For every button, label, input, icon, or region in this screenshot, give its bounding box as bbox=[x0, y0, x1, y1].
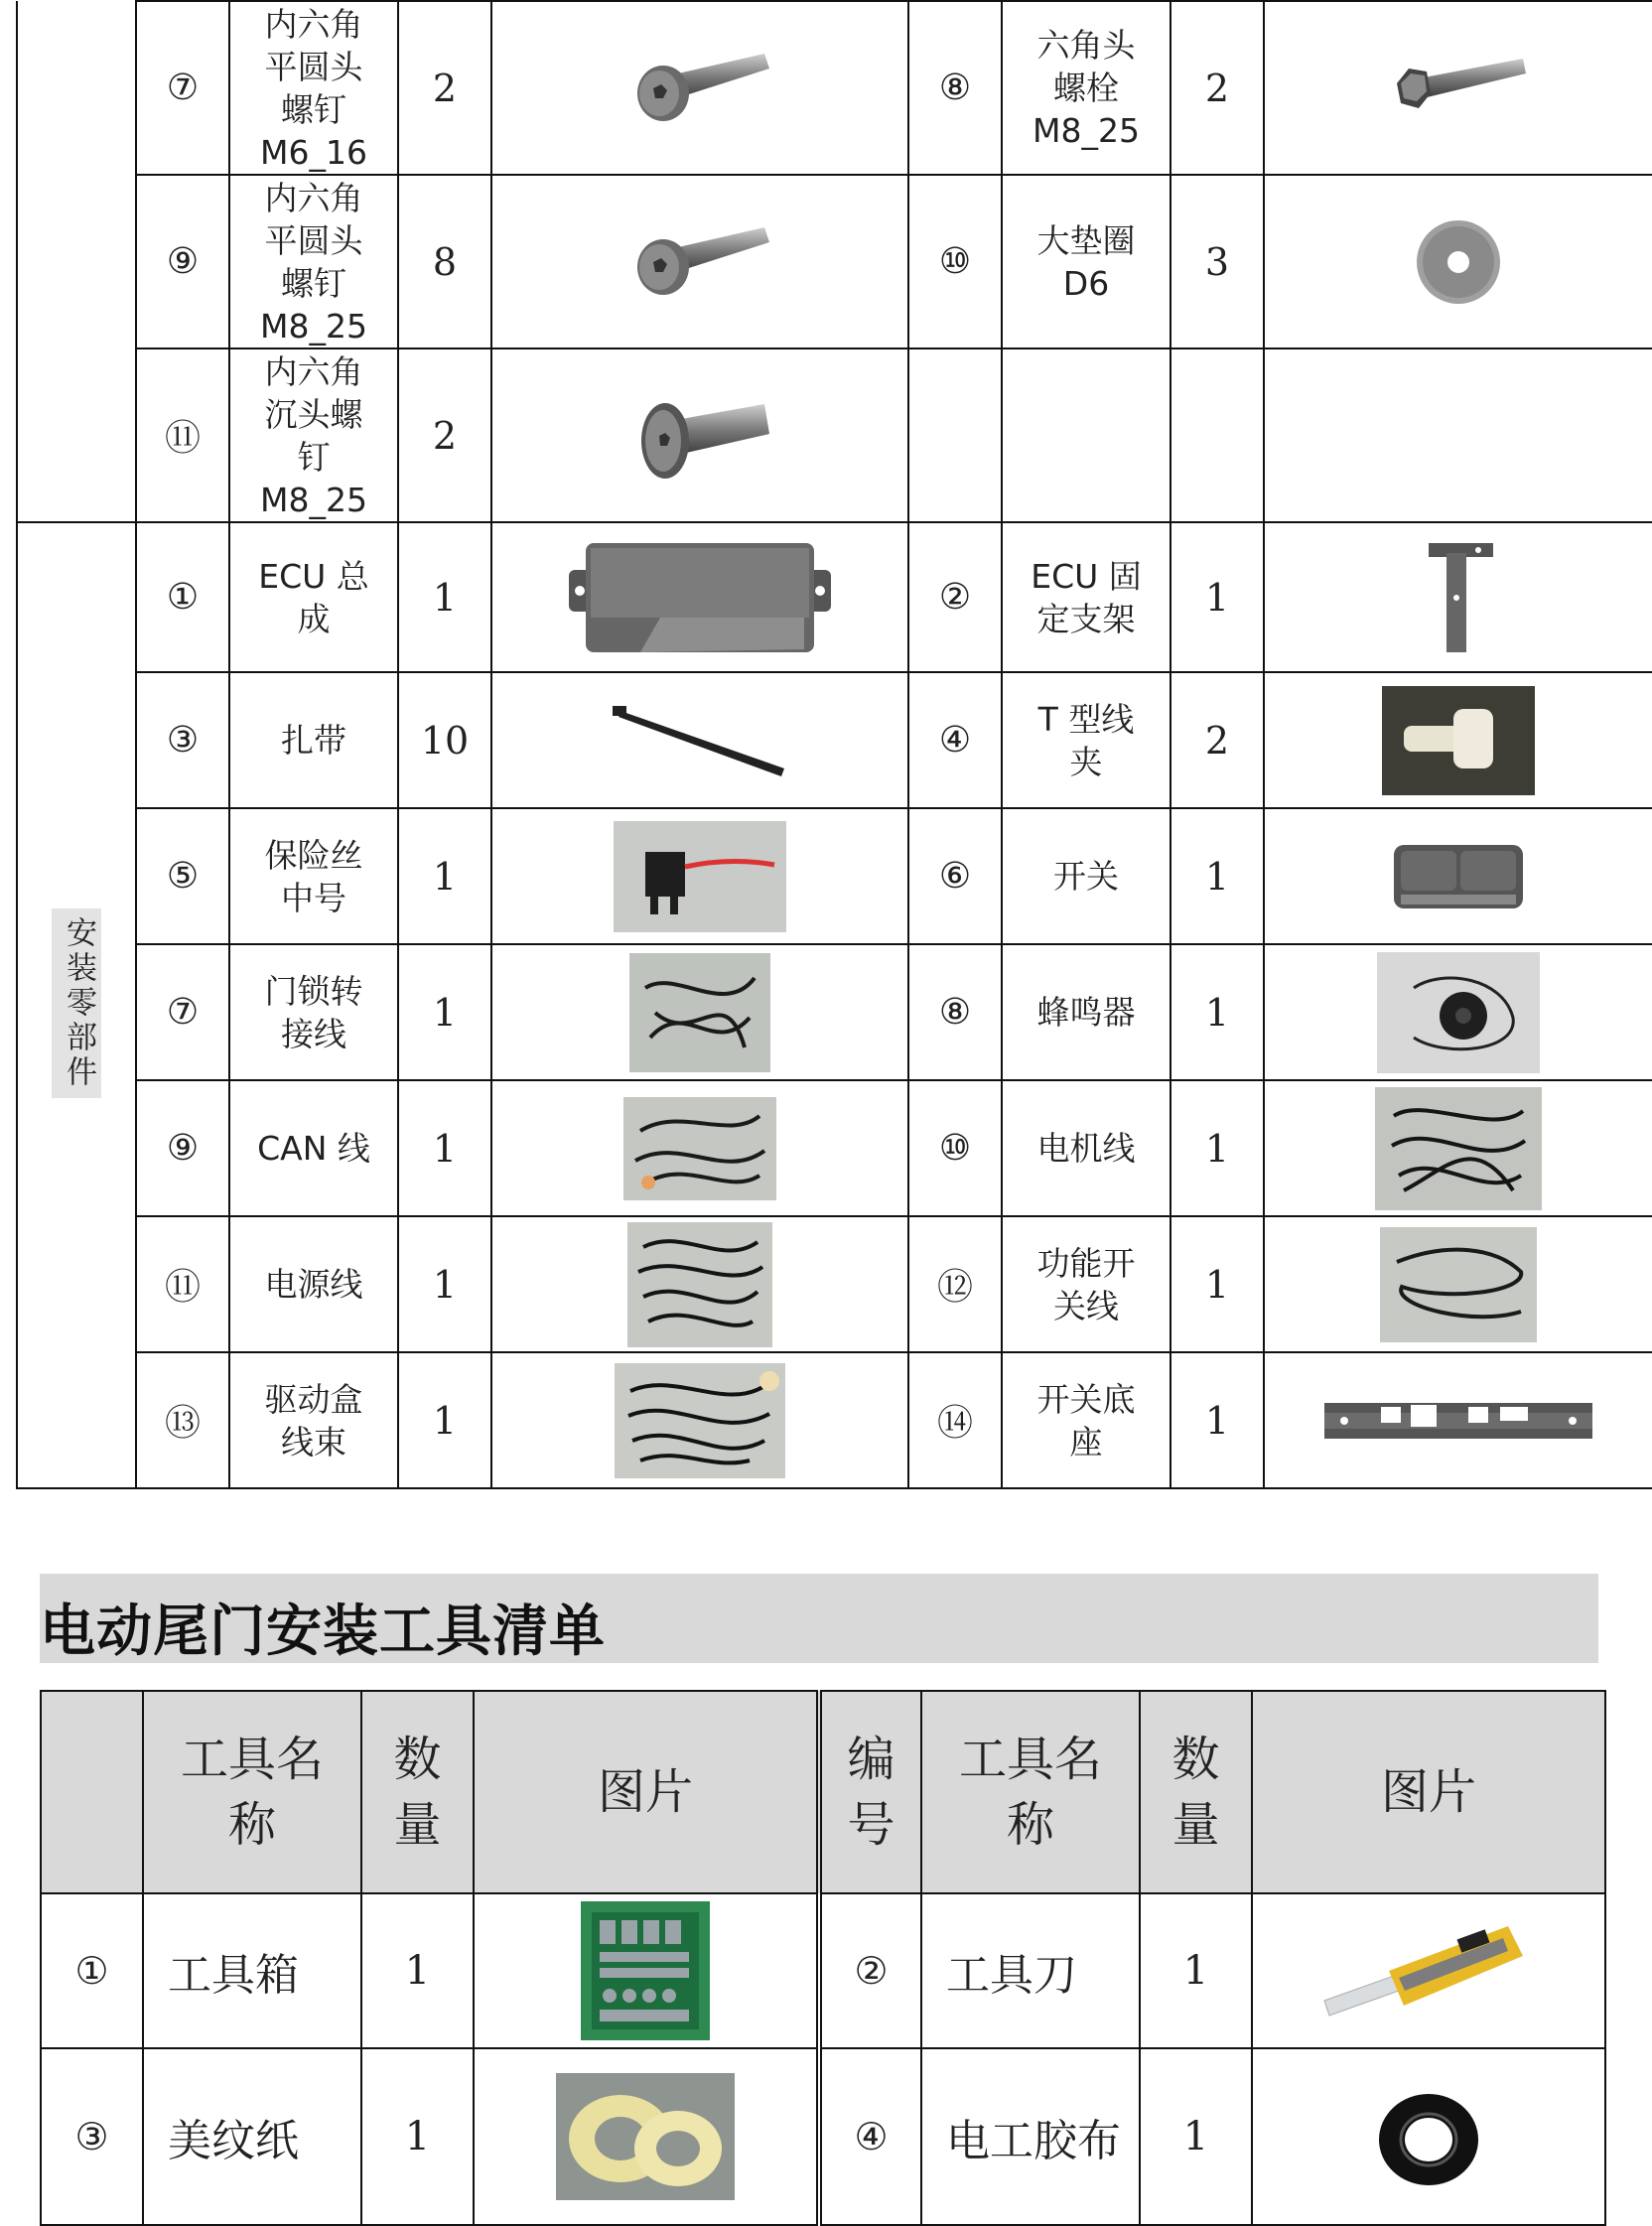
cable-tie-image bbox=[611, 701, 789, 780]
ecu-assembly-image bbox=[561, 538, 839, 657]
item-image bbox=[491, 522, 908, 672]
tool-quantity: 1 bbox=[361, 1893, 474, 2048]
item-number: ⑧ bbox=[908, 944, 1002, 1080]
item-quantity: 1 bbox=[1170, 1216, 1264, 1352]
table-row bbox=[17, 808, 1652, 944]
item-quantity: 1 bbox=[398, 522, 491, 672]
item-quantity: 1 bbox=[398, 944, 491, 1080]
item-image bbox=[1264, 175, 1652, 348]
item-name-text: 门锁转 接线 bbox=[264, 971, 363, 1053]
item-image bbox=[491, 1352, 908, 1488]
fuse-icon bbox=[620, 827, 779, 926]
item-quantity: 1 bbox=[1170, 944, 1264, 1080]
function-switch-cable-photo bbox=[1380, 1227, 1537, 1342]
tool-quantity: 1 bbox=[1140, 1893, 1252, 2048]
item-number: ⑤ bbox=[136, 808, 229, 944]
item-image bbox=[1264, 1080, 1652, 1216]
item-name bbox=[229, 1352, 398, 1488]
item-image bbox=[491, 175, 908, 348]
col-header-text: 工具名 称 bbox=[180, 1732, 324, 1853]
can-cable-photo bbox=[623, 1097, 776, 1200]
table-row bbox=[17, 1, 1652, 175]
tool-image bbox=[1252, 1893, 1605, 2048]
item-name bbox=[1002, 348, 1170, 522]
item-quantity: 1 bbox=[398, 1352, 491, 1488]
item-quantity: 10 bbox=[398, 672, 491, 808]
buzzer-icon bbox=[1384, 958, 1533, 1067]
item-name-text: 蜂鸣器 bbox=[1036, 993, 1136, 1032]
item-number: ⑪ bbox=[136, 1216, 229, 1352]
item-number: ⑦ bbox=[136, 1, 229, 175]
item-quantity: 2 bbox=[398, 1, 491, 175]
item-name bbox=[1002, 175, 1170, 348]
item-name-text: T 型线 夹 bbox=[1037, 699, 1135, 781]
hex-bolt-image bbox=[1389, 54, 1528, 123]
item-name-text: 六角头 螺栓 M8_25 bbox=[1032, 26, 1140, 150]
tool-image bbox=[474, 2048, 819, 2225]
tool-quantity: 1 bbox=[361, 2048, 474, 2225]
item-number: ⑧ bbox=[908, 1, 1002, 175]
t-clip-icon bbox=[1394, 701, 1523, 780]
item-quantity: 8 bbox=[398, 175, 491, 348]
item-quantity: 2 bbox=[1170, 1, 1264, 175]
utility-knife-image bbox=[1319, 1916, 1538, 2025]
wire-bundle-icon bbox=[620, 1366, 779, 1475]
tools-table bbox=[40, 1690, 1606, 2226]
group-cell bbox=[17, 522, 136, 1488]
wire-bundle-icon bbox=[630, 1101, 769, 1195]
install-group-label: 安装零部件 bbox=[52, 908, 101, 1098]
item-image bbox=[491, 1080, 908, 1216]
item-name bbox=[1002, 808, 1170, 944]
item-name-text: ECU 总 成 bbox=[258, 556, 369, 638]
item-number: ① bbox=[136, 522, 229, 672]
item-image bbox=[1264, 1216, 1652, 1352]
item-image bbox=[491, 808, 908, 944]
masking-tape-photo bbox=[556, 2073, 735, 2200]
item-image bbox=[491, 1, 908, 175]
item-image bbox=[491, 672, 908, 808]
wire-loop-icon bbox=[1387, 1232, 1531, 1336]
power-cable-photo bbox=[627, 1222, 772, 1347]
col-header-text: 数 量 bbox=[1171, 1732, 1220, 1853]
motor-cable-photo bbox=[1375, 1087, 1542, 1210]
door-lock-cable-photo bbox=[629, 953, 770, 1072]
item-quantity: 2 bbox=[398, 348, 491, 522]
tool-name: 工具刀 bbox=[921, 1893, 1140, 2048]
tool-name: 电工胶布 bbox=[921, 2048, 1140, 2225]
item-name-text: 开关底 座 bbox=[1036, 1379, 1136, 1461]
tool-number: ① bbox=[41, 1893, 143, 2048]
item-name bbox=[1002, 1352, 1170, 1488]
item-name bbox=[229, 672, 398, 808]
item-name bbox=[229, 808, 398, 944]
buzzer-photo bbox=[1377, 952, 1540, 1073]
item-number: ⑨ bbox=[136, 175, 229, 348]
item-quantity: 1 bbox=[1170, 1080, 1264, 1216]
item-name bbox=[229, 348, 398, 522]
item-quantity: 1 bbox=[398, 1080, 491, 1216]
item-quantity: 1 bbox=[398, 808, 491, 944]
table-row bbox=[17, 1352, 1652, 1488]
tool-number: ② bbox=[819, 1893, 921, 2048]
group-cell bbox=[17, 1, 136, 522]
item-quantity: 1 bbox=[1170, 522, 1264, 672]
item-quantity: 2 bbox=[1170, 672, 1264, 808]
item-image bbox=[1264, 1, 1652, 175]
table-row bbox=[17, 672, 1652, 808]
button-head-screw-image bbox=[625, 222, 774, 302]
parts-table bbox=[16, 0, 1652, 1489]
col-header-image: 图片 bbox=[1252, 1691, 1605, 1893]
item-number: ⑦ bbox=[136, 944, 229, 1080]
item-name-text: ECU 固 定支架 bbox=[1031, 556, 1142, 638]
item-name bbox=[229, 1216, 398, 1352]
item-name-text: 扎带 bbox=[281, 721, 346, 760]
ecu-bracket-image bbox=[1419, 538, 1498, 657]
item-name bbox=[1002, 672, 1170, 808]
item-name-text: 驱动盒 线束 bbox=[264, 1379, 363, 1461]
washer-image bbox=[1414, 217, 1503, 307]
tool-name: 美纹纸 bbox=[143, 2048, 361, 2225]
switch-image bbox=[1389, 837, 1528, 916]
tool-image bbox=[1252, 2048, 1605, 2225]
item-quantity bbox=[1170, 348, 1264, 522]
table-row bbox=[41, 1893, 1605, 2048]
table-row bbox=[17, 1216, 1652, 1352]
item-name bbox=[229, 522, 398, 672]
table-header-row bbox=[41, 1691, 1605, 1893]
item-number: ④ bbox=[908, 672, 1002, 808]
t-clip-photo bbox=[1382, 686, 1535, 795]
item-image bbox=[491, 1216, 908, 1352]
item-image bbox=[1264, 672, 1652, 808]
item-name bbox=[1002, 1216, 1170, 1352]
col-header-quantity bbox=[1140, 1691, 1252, 1893]
table-row bbox=[17, 522, 1652, 672]
item-number: ⑩ bbox=[908, 1080, 1002, 1216]
item-name bbox=[1002, 944, 1170, 1080]
table-row bbox=[41, 2048, 1605, 2225]
item-image bbox=[1264, 348, 1652, 522]
countersunk-screw-image bbox=[625, 386, 774, 486]
item-image bbox=[1264, 944, 1652, 1080]
item-image bbox=[491, 944, 908, 1080]
item-quantity: 1 bbox=[398, 1216, 491, 1352]
masking-tape-icon bbox=[561, 2077, 730, 2196]
fuse-photo bbox=[614, 821, 786, 932]
wire-bundle-icon bbox=[1384, 1091, 1533, 1205]
col-header-tool-name bbox=[143, 1691, 361, 1893]
item-name bbox=[1002, 1080, 1170, 1216]
toolbox-icon bbox=[586, 1906, 705, 2035]
drive-box-harness-photo bbox=[615, 1363, 785, 1478]
item-number: ⑭ bbox=[908, 1352, 1002, 1488]
item-name-text: 开关 bbox=[1053, 857, 1119, 896]
item-number: ⑫ bbox=[908, 1216, 1002, 1352]
item-number: ⑨ bbox=[136, 1080, 229, 1216]
tools-section-header bbox=[40, 1574, 1598, 1663]
col-header-text: 数 量 bbox=[393, 1732, 442, 1853]
tools-section-title: 电动尾门安装工具清单 bbox=[40, 1600, 606, 1664]
col-header-number bbox=[819, 1691, 921, 1893]
item-image bbox=[1264, 1352, 1652, 1488]
item-image bbox=[491, 348, 908, 522]
item-quantity: 3 bbox=[1170, 175, 1264, 348]
item-name-text: 功能开 关线 bbox=[1036, 1243, 1136, 1325]
col-header-text: 工具名 称 bbox=[958, 1732, 1102, 1853]
item-name-text: 内六角 沉头螺 钉 M8_25 bbox=[260, 351, 367, 519]
item-name-text: 电机线 bbox=[1036, 1129, 1136, 1168]
item-number: ⑪ bbox=[136, 348, 229, 522]
item-name-text: 内六角 平圆头 螺钉 M8_25 bbox=[260, 178, 367, 346]
col-header-image: 图片 bbox=[474, 1691, 819, 1893]
wire-bundle-icon bbox=[635, 958, 764, 1067]
item-name-text: 电源线 bbox=[264, 1265, 363, 1304]
item-number bbox=[908, 348, 1002, 522]
tool-number: ③ bbox=[41, 2048, 143, 2225]
table-row bbox=[17, 1080, 1652, 1216]
button-head-screw-image bbox=[625, 49, 774, 128]
item-name bbox=[1002, 1, 1170, 175]
item-number: ⑬ bbox=[136, 1352, 229, 1488]
table-row bbox=[17, 348, 1652, 522]
item-name bbox=[229, 1080, 398, 1216]
item-quantity: 1 bbox=[1170, 808, 1264, 944]
tool-image bbox=[474, 1893, 819, 2048]
item-name bbox=[229, 175, 398, 348]
table-row bbox=[17, 944, 1652, 1080]
tool-quantity: 1 bbox=[1140, 2048, 1252, 2225]
item-name-text: 大垫圈 D6 bbox=[1036, 220, 1136, 303]
item-image bbox=[1264, 522, 1652, 672]
item-name-text: 内六角 平圆头 螺钉 M6_16 bbox=[260, 4, 367, 172]
switch-base-image bbox=[1319, 1391, 1597, 1451]
table-row bbox=[17, 175, 1652, 348]
wire-bundle-icon bbox=[633, 1227, 767, 1341]
item-name-text: 保险丝 中号 bbox=[264, 835, 363, 917]
item-number: ⑩ bbox=[908, 175, 1002, 348]
col-header-tool-name bbox=[921, 1691, 1140, 1893]
item-image bbox=[1264, 808, 1652, 944]
item-name bbox=[1002, 522, 1170, 672]
col-header-number bbox=[41, 1691, 143, 1893]
col-header-text: 编 号 bbox=[847, 1732, 895, 1853]
item-quantity: 1 bbox=[1170, 1352, 1264, 1488]
col-header-quantity bbox=[361, 1691, 474, 1893]
item-name bbox=[229, 944, 398, 1080]
item-number: ③ bbox=[136, 672, 229, 808]
item-name-text: CAN 线 bbox=[257, 1129, 370, 1168]
item-name bbox=[229, 1, 398, 175]
electrical-tape-image bbox=[1374, 2082, 1483, 2191]
item-number: ② bbox=[908, 522, 1002, 672]
tool-name: 工具箱 bbox=[143, 1893, 361, 2048]
tool-number: ④ bbox=[819, 2048, 921, 2225]
toolbox-photo bbox=[581, 1901, 710, 2040]
item-number: ⑥ bbox=[908, 808, 1002, 944]
